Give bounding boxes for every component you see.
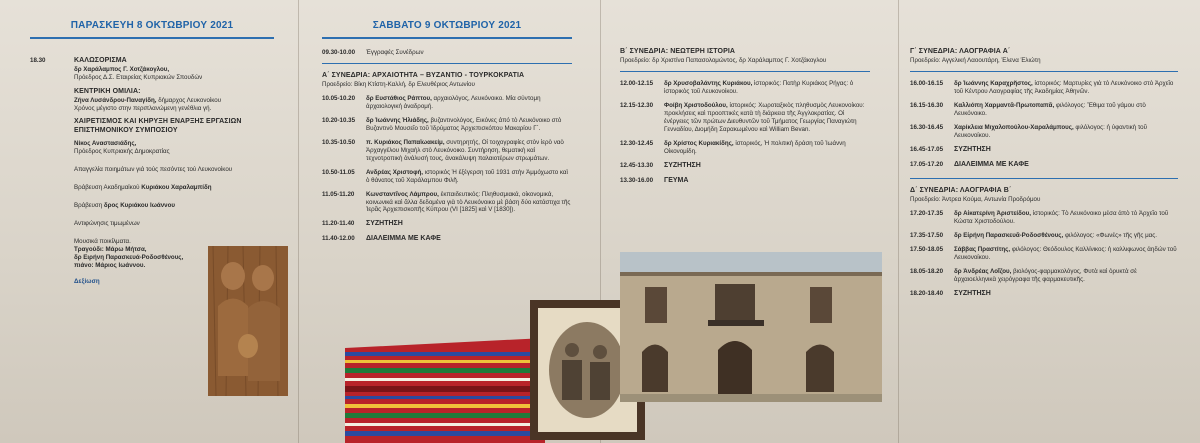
speaker: π. Κυριάκος Παπαϊωακείμ, bbox=[366, 138, 445, 146]
time: 12.30-12.45 bbox=[620, 140, 654, 148]
session-d-title: Δ΄ ΣΥΝΕΔΡΙΑ: ΛΑΟΓΡΑΦΙΑ Β΄ bbox=[910, 187, 1012, 195]
header-rule bbox=[30, 37, 274, 39]
welcome-title: ΚΑΛΩΣΟΡΙΣΜΑ bbox=[74, 56, 127, 64]
time: 10.20-10.35 bbox=[322, 117, 356, 124]
music-title: Μουσικά ποικίλματα. bbox=[74, 237, 131, 245]
keynote-title: ΚΕΝΤΡΙΚΗ ΟΜΙΛΙΑ: bbox=[74, 87, 141, 95]
registration-text: Έγγραφές Συνέδρων bbox=[366, 48, 424, 56]
fold-line bbox=[898, 0, 899, 443]
time: 09.30-10.00 bbox=[322, 48, 356, 56]
time: 12.00-12.15 bbox=[620, 80, 654, 88]
award2-name: δρος Κυριάκου Ιωάννου bbox=[103, 202, 175, 210]
talk-text: ἱστορικός: Τὸ Λευκόνοικο μέσα ἀπὸ τὸ Ἀρχεῖο τοῦ Κώστα Χριστοδούλου. bbox=[954, 210, 1169, 226]
column-saturday-b bbox=[620, 48, 870, 192]
keynote-topic: Χρόνος μέγιστο στην περιπλανώμενη γενέθλια γή. bbox=[74, 104, 212, 112]
talk-row bbox=[910, 210, 1178, 226]
time: 18.30 bbox=[30, 56, 46, 64]
speaker: δρ Ἰωάννης Ἠλιάδης, bbox=[366, 117, 429, 124]
welcome-name: δρ Χαράλαμπος Γ. Χοτζάκογλου, bbox=[74, 65, 170, 73]
header-rule bbox=[322, 37, 572, 39]
session-g-title: Γ΄ ΣΥΝΕΔΡΙΑ: ΛΑΟΓΡΑΦΙΑ Α΄ bbox=[910, 48, 1011, 55]
time: 10.35-10.50 bbox=[322, 138, 356, 146]
speaker: δρ Εἰρήνη Παρασκευᾶ-Ροδοσθένους, bbox=[954, 232, 1064, 240]
column-saturday-c bbox=[910, 48, 1178, 305]
talk-text: ἱστορικός: Πατὴρ Κυριάκος Ρήγας: ὁ ἱστορικὸς τοῦ Λευκονοίκου. bbox=[664, 80, 854, 96]
coffee-break-label: ΔΙΑΛΕΙΜΜΑ ΜΕ ΚΑΦΕ bbox=[954, 160, 1029, 168]
talk-text: φιλόλογος: Ἔθιμα τοῦ γάμου στὸ Λευκόνοικο. bbox=[954, 102, 1146, 118]
section-rule bbox=[322, 63, 572, 65]
music-line-1: Τραγούδι: Μάρω Μήτσα, bbox=[74, 245, 147, 253]
talk-row bbox=[322, 117, 572, 133]
section-rule bbox=[620, 71, 870, 73]
opening-role: Πρόεδρος Κυπριακής Δημοκρατίας bbox=[74, 148, 170, 156]
speaker: Ανδρέας Χριστοφή, bbox=[366, 168, 423, 176]
talk-text: φιλόλογος: Θεόδουλος Καλλίνικος: ἡ καλλιφωνος ἀηδών τοῦ Λευκονοίκου. bbox=[954, 246, 1177, 262]
woven-rug-image bbox=[345, 338, 545, 443]
keynote-name: Ζήνα Λυσάνδρου-Παναγίδη, bbox=[74, 96, 157, 104]
welcome-row bbox=[30, 57, 274, 82]
time: 16.15-16.30 bbox=[910, 102, 944, 110]
time: 16.45-17.05 bbox=[910, 146, 944, 154]
award2-label: Βράβευση bbox=[74, 202, 103, 210]
session-b-title: Β΄ ΣΥΝΕΔΡΙΑ: ΝΕΩΤΕΡΗ ΙΣΤΟΡΙΑ bbox=[620, 48, 736, 55]
honor-text: Αντιφώνησις τιμωμένων bbox=[74, 220, 140, 228]
lunch-label: ΓΕΥΜΑ bbox=[664, 176, 689, 184]
talk-row bbox=[322, 169, 572, 185]
talk-text: αρχαιολόγος, Λευκόνοικο. Μία σύντομη άρχαιολογική ἀναδρομή. bbox=[366, 95, 541, 111]
music-line-2: δρ Ειρήνη Παρασκευά-Ροδοσθένους, bbox=[74, 253, 184, 261]
speaker: δρ Χρυσοβαλάντης Κυριάκου, bbox=[664, 80, 753, 88]
talk-text: ἱστορικός: Μαρτυρίες γιὰ τὸ Λευκόνοικο στὸ Ἀρχεῖο τοῦ Κέντρου Λαογραφίας τῆς Ἀκαδημίας Ἀθηνῶν. bbox=[954, 80, 1174, 96]
speaker: δρ Ἰωάννης Καραχρῆστος, bbox=[954, 80, 1033, 88]
column-saturday bbox=[322, 20, 572, 250]
coffee-break-label: ΔΙΑΛΕΙΜΜΑ ΜΕ ΚΑΦΕ bbox=[366, 235, 441, 243]
talk-row bbox=[322, 191, 572, 215]
speaker: Φοίβη Χριστοδούλου, bbox=[664, 102, 728, 110]
speaker: δρ Αἰκατερίνη Ἀριστείδου, bbox=[954, 210, 1032, 218]
session-g-chairs: Προεδρείο: Αγγελική Λαοουτάρη, Έλενα Έλιώτη bbox=[910, 56, 1041, 64]
speaker: δρ Ἀνδρέας Λοΐζου, bbox=[954, 268, 1012, 275]
section-rule bbox=[910, 178, 1178, 180]
session-a-title: Α΄ ΣΥΝΕΔΡΙΑ: ΑΡΧΑΙΟΤΗΤΑ – ΒΥΖΑΝΤΙΟ - ΤΟΥΡΚΟΚΡΑΤΙΑ bbox=[322, 72, 525, 80]
welcome-role: Πρόεδρος Δ.Σ. Εταιρείας Κυπριακών Σπουδών bbox=[74, 73, 203, 81]
talk-text: ιστορικός Ἡ ἐξέγερση τοῦ 1931 στὴν Ἀμμόχωστο καὶ ὁ θάνατος τοῦ Χαράλαμπου Φιλῆ. bbox=[366, 168, 568, 184]
keynote-role: δήμαρχος Λευκονοίκου bbox=[158, 96, 222, 104]
time: 17.05-17.20 bbox=[910, 160, 944, 168]
time: 10.05-10.20 bbox=[322, 95, 356, 103]
time: 10.50-11.05 bbox=[322, 168, 355, 176]
talk-row bbox=[910, 102, 1178, 118]
time: 18.05-18.20 bbox=[910, 268, 944, 275]
discussion-label: ΣΥΖΗΤΗΣΗ bbox=[664, 161, 701, 169]
historic-building-image bbox=[620, 252, 882, 402]
time: 12.45-13.30 bbox=[620, 161, 654, 169]
discussion-label: ΣΥΖΗΤΗΣΗ bbox=[954, 289, 991, 297]
talk-text: βυζαντινολόγος, Εικόνες ἀπό τὸ Λευκόνοικο στὸ Βυζαντινὸ Μουσεῖο τοῦ Ἱδρύματος Ἀρχιεπισκόπου Μακαρίου Γ΄. bbox=[366, 117, 562, 132]
talk-row bbox=[322, 95, 572, 111]
talk-text: συντηρητής, Οἱ τοιχογραφίες στὸν ἱερὸ ναὸ Ἀρχαγγέλου Μιχαὴλ στὸ Λευκόνοικο. Συντήρηση, θεματικὴ καὶ τεχνοτροπικὴ ἀνάλυσή τους, ἀνακάλυψη παλαιοτέρων στρωμάτων. bbox=[366, 138, 564, 162]
time: 11.20-11.40 bbox=[322, 220, 355, 228]
talk-row bbox=[620, 102, 870, 134]
discussion-label: ΣΥΖΗΤΗΣΗ bbox=[954, 146, 991, 154]
time: 18.20-18.40 bbox=[910, 289, 944, 297]
opening-title: ΧΑΙΡΕΤΙΣΜΟΣ ΚΑΙ ΚΗΡΥΞΗ ΕΝΑΡΞΗΣ ΕΡΓΑΣΙΩΝ ΕΠΙΣΤΗΜΟΝΙΚΟΥ ΣΥΜΠΟΣΙΟΥ bbox=[74, 118, 242, 135]
time: 16.30-16.45 bbox=[910, 124, 944, 132]
talk-text: φιλόλογος: ἡ ὑφαντικὴ τοῦ Λευκονοίκου. bbox=[954, 124, 1148, 140]
section-rule bbox=[910, 71, 1178, 73]
talk-row bbox=[910, 268, 1178, 284]
time: 17.50-18.05 bbox=[910, 246, 944, 254]
talk-row bbox=[322, 139, 572, 163]
talk-row bbox=[910, 232, 1178, 240]
talk-row bbox=[620, 140, 870, 156]
time: 17.20-17.35 bbox=[910, 210, 944, 218]
time: 13.30-16.00 bbox=[620, 176, 654, 184]
session-b-chairs: Προεδρείο: δρ Χριστίνα Παπασολομώντος, δρ Χαράλαμπος Γ. Χοτζάκογλου bbox=[620, 56, 827, 64]
speaker: Χαρίκλεια Μιχαλοπούλου-Χαραλάμπους, bbox=[954, 124, 1074, 132]
talk-row bbox=[910, 80, 1178, 96]
talk-row bbox=[910, 124, 1178, 140]
speaker: δρ Ευστάθιος Ράπτου, bbox=[366, 95, 432, 103]
music-line-3: πιάνο: Μάριος Ιωάννου. bbox=[74, 261, 146, 269]
speaker: Κωνσταντῖνος Λάμπρου, bbox=[366, 190, 439, 198]
day-header-friday: ΠΑΡΑΣΚΕΥΗ 8 ΟΚΤΩΒΡΙΟΥ 2021 bbox=[70, 20, 234, 31]
wood-carving-image bbox=[208, 246, 288, 396]
time: 16.00-16.15 bbox=[910, 80, 944, 88]
talk-row bbox=[620, 80, 870, 96]
time: 17.35-17.50 bbox=[910, 232, 944, 240]
session-a-chairs: Προεδρείο: Βίκη Κτίστη-Καλλή, δρ Ελευθέριος Αντωνίου bbox=[322, 81, 475, 89]
award1-name: Κυριάκου Χαραλαμπίδη bbox=[141, 184, 212, 192]
talk-row bbox=[910, 246, 1178, 262]
speaker: δρ Χρίστος Κυριακίδης, bbox=[664, 140, 734, 148]
time: 12.15-12.30 bbox=[620, 102, 654, 110]
talk-text: ἱστορικός: Χωροταξικὸς πληθυσμὸς Λευκονοίκου: προκλήσεις καὶ προοπτικὲς κατὰ τὴ διάρκεια τῆς Ἀγγλοκρατίας. Οἱ ἐνέργειες τῶν πρώτων Διευθυντῶν τοῦ Τμήματος Γεωργίας Παναγιώτη Γενναδίου, Διομήδη Σαρακωμένου καὶ William Bevan. bbox=[664, 102, 865, 134]
day-header-saturday: ΣΑΒΒΑΤΟ 9 ΟΚΤΩΒΡΙΟΥ 2021 bbox=[372, 20, 522, 31]
speaker: Καλλιόπη Χαρμαντᾶ-Πρωτοπαπᾶ, bbox=[954, 102, 1055, 110]
time: 11.40-12.00 bbox=[322, 235, 355, 243]
talk-text: ἱστορικός, Ἡ πολιτικὴ δράση τοῦ Ἰωάννη Οἰκονομίδη. bbox=[664, 140, 846, 155]
award1-label: Βράβευση Ακαδημαϊκού bbox=[74, 184, 140, 192]
talk-text: ἐκπαιδευτικός: Πληθυσμιακά, οἰκονομικά, κοινωνικά καὶ ἄλλα δεδομένα γιὰ τὸ Λευκόνοικο μὲ βάση δύο κατάστιχα τῆς Ἱερᾶς Ἀρχιεπισκοπῆς Κύπρου (VI [1825] καὶ V [1830]). bbox=[366, 190, 571, 214]
fold-line bbox=[298, 0, 299, 443]
discussion-label: ΣΥΖΗΤΗΣΗ bbox=[366, 220, 403, 228]
session-d-chairs: Προεδρείο: Άντρεα Κούμα, Αντωνία Προδρόμου bbox=[910, 196, 1041, 204]
time: 11.05-11.20 bbox=[322, 190, 355, 198]
speaker: Σάββας Πραστίτης, bbox=[954, 246, 1011, 254]
talk-text: βιολόγος-φαρμακολόγος, Φυτὰ καὶ ὀρυκτὰ σὲ ἀρχαιοελληνικὰ χειρόγραφα τῆς φαρμακευτικῆς. bbox=[954, 268, 1137, 283]
talk-text: φιλόλογος: «Φωνές» τῆς γῆς μας. bbox=[1064, 232, 1157, 240]
reception-text: Δεξίωση bbox=[74, 277, 100, 285]
poems-text: Απαγγελία ποιημάτων γιά τούς πεσόντες τού Λευκονοίκου bbox=[74, 166, 233, 174]
opening-name: Νίκος Αναστασιάδης, bbox=[74, 140, 137, 148]
